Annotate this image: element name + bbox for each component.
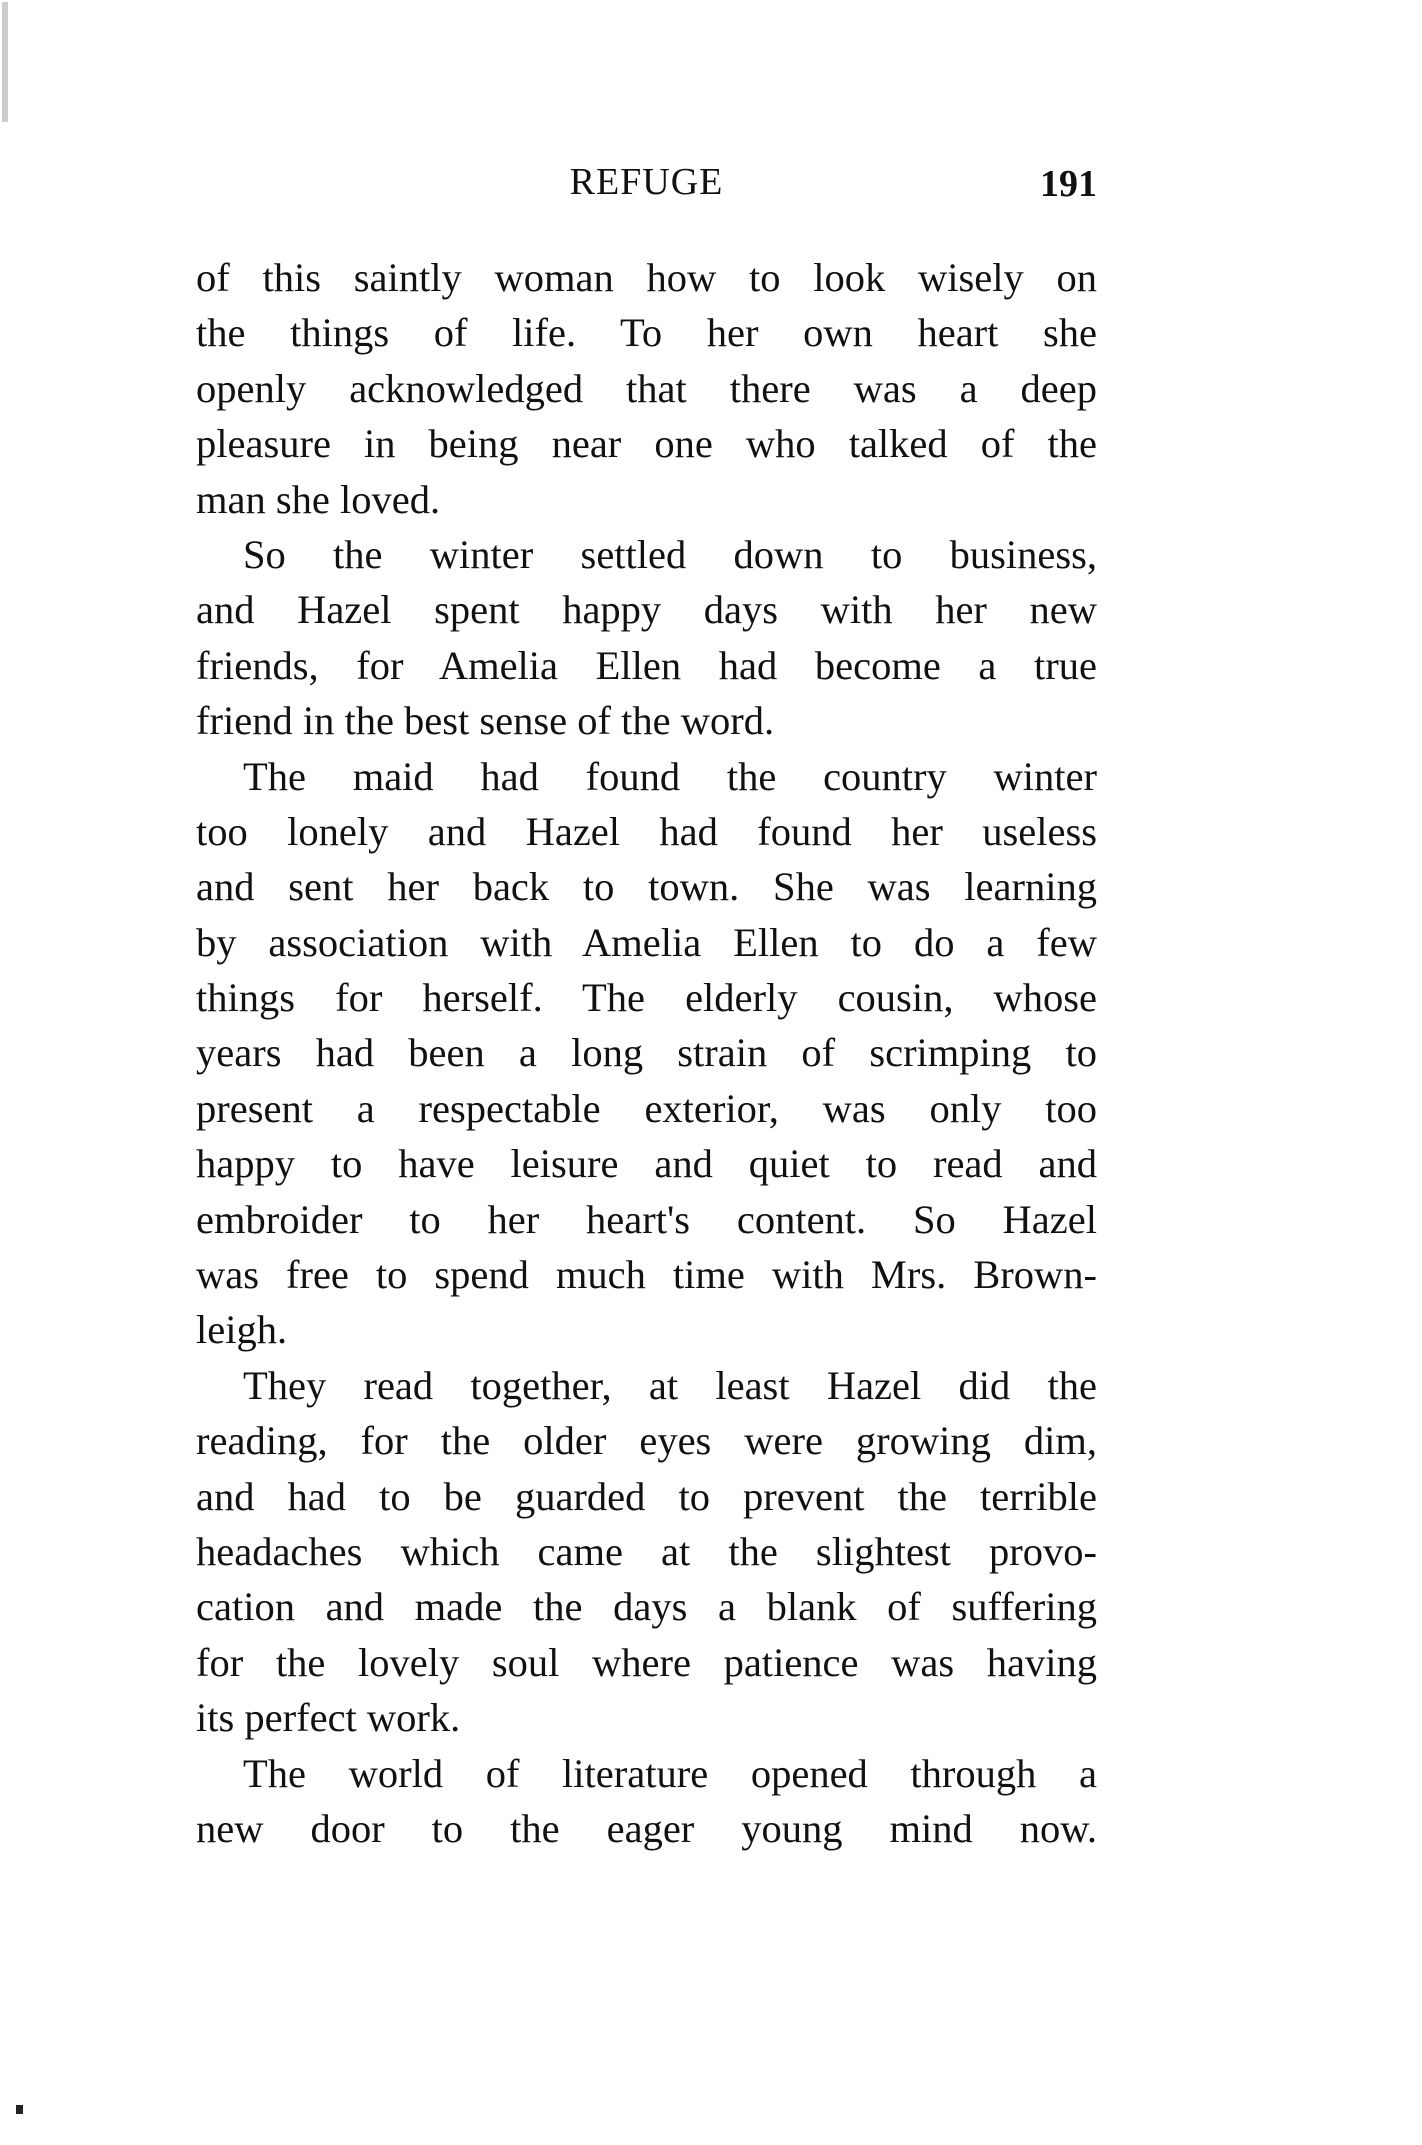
text-line: man she loved. (196, 476, 441, 522)
text-line: years had been a long strain of scrimping to (196, 1030, 1097, 1076)
text-line: and had to be guarded to prevent the terrible (196, 1473, 1097, 1519)
text-line: present a respectable exterior, was only too (196, 1085, 1097, 1131)
text-line: embroider to her heart's content. So Hazel (196, 1196, 1097, 1242)
text-line: friends, for Amelia Ellen had become a true (196, 642, 1097, 688)
body-text (196, 250, 1097, 1856)
text-line: and sent her back to town. She was learning (196, 864, 1097, 910)
running-title: REFUGE (569, 161, 724, 203)
text-line: was free to spend much time with Mrs. Brown- (196, 1252, 1097, 1298)
text-line: leigh. (196, 1307, 288, 1353)
text-line: They read together, at least Hazel did the (243, 1362, 1097, 1408)
text-line: pleasure in being near one who talked of the (196, 421, 1097, 467)
text-line: of this saintly woman how to look wisely on (196, 255, 1097, 300)
scan-mark (2, 2, 8, 122)
running-header (196, 160, 1097, 210)
text-line: So the winter settled down to business, (243, 531, 1097, 577)
text-line: its perfect work. (196, 1695, 461, 1741)
text-line: happy to have leisure and quiet to read and (196, 1141, 1097, 1187)
text-line: new door to the eager young mind now. (196, 1805, 1097, 1851)
text-line: friend in the best sense of the word. (196, 698, 775, 744)
text-line: headaches which came at the slightest provo- (196, 1528, 1097, 1574)
text-line: The maid had found the country winter (243, 753, 1097, 799)
scan-mark (16, 2105, 23, 2114)
text-line: the things of life. To her own heart she (196, 310, 1097, 356)
text-line: cation and made the days a blank of suffering (196, 1584, 1097, 1630)
text-line: openly acknowledged that there was a deep (196, 365, 1097, 411)
text-line: for the lovely soul where patience was having (196, 1639, 1097, 1685)
text-line: too lonely and Hazel had found her useless (196, 808, 1097, 854)
text-line: and Hazel spent happy days with her new (196, 587, 1097, 633)
text-line: by association with Amelia Ellen to do a few (196, 919, 1097, 965)
text-line: things for herself. The elderly cousin, whose (196, 975, 1097, 1021)
text-line: reading, for the older eyes were growing dim, (196, 1418, 1097, 1464)
page-number: 191 (1040, 163, 1097, 205)
text-line: The world of literature opened through a (243, 1750, 1097, 1796)
